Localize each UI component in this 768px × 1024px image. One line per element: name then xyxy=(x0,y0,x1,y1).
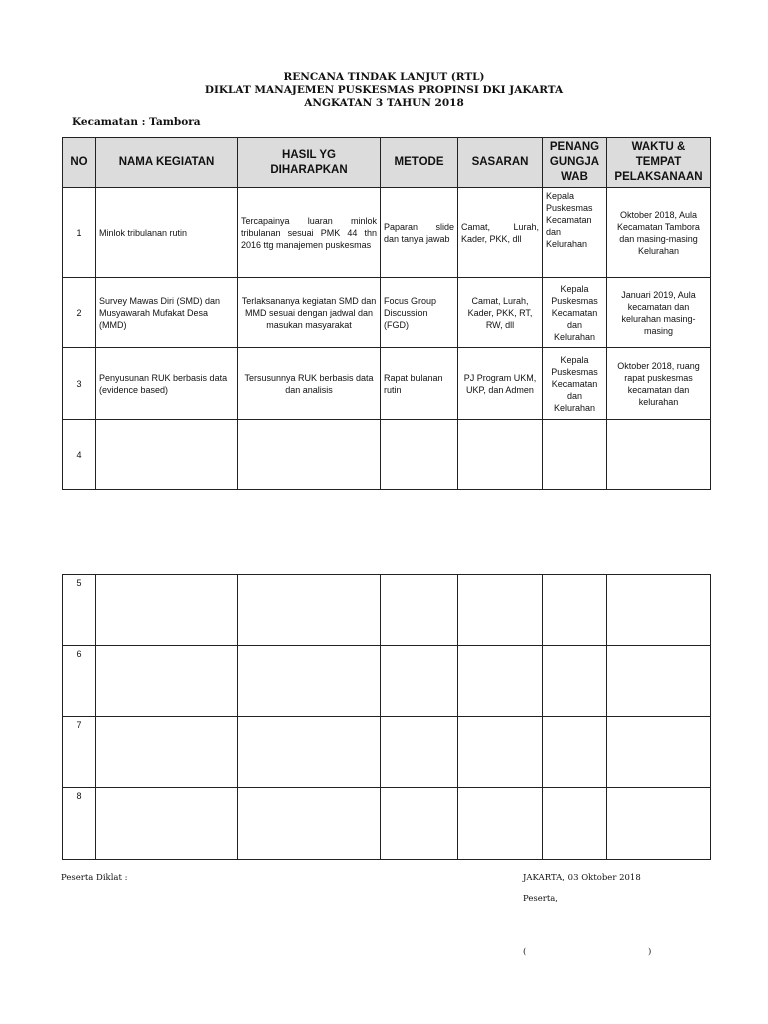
row-cell xyxy=(238,788,381,860)
row-pj: Kepala Puskesmas Kecamatan dan Kelurahan xyxy=(543,348,607,420)
row-cell xyxy=(381,788,458,860)
col-pj: PENANG GUNGJA WAB xyxy=(543,138,607,188)
doc-title: RENCANA TINDAK LANJUT (RTL) xyxy=(283,71,485,83)
kecamatan-label: Kecamatan : Tambora xyxy=(72,116,201,128)
row-kegiatan: Survey Mawas Diri (SMD) dan Musyawarah Mufakat Desa (MMD) xyxy=(96,278,238,348)
table-row xyxy=(63,420,711,490)
peserta-diklat-label: Peserta Diklat : xyxy=(61,873,128,883)
row-waktu: Oktober 2018, ruang rapat puskesmas kecamatan dan kelurahan xyxy=(607,348,711,420)
rtl-table xyxy=(62,137,711,490)
table-row xyxy=(63,278,711,348)
table-row xyxy=(63,188,711,278)
table-row xyxy=(63,575,711,646)
row-no: 7 xyxy=(63,717,96,788)
row-kegiatan: Minlok tribulanan rutin xyxy=(96,188,238,278)
row-no: 6 xyxy=(63,646,96,717)
row-pj: Kepala Puskesmas Kecamatan dan Kelurahan xyxy=(543,278,607,348)
row-hasil: Tercapainya luaran minlok tribulanan sesuai PMK 44 thn 2016 ttg manajemen puskesmas xyxy=(238,188,381,278)
row-no: 2 xyxy=(63,278,96,348)
row-cell xyxy=(543,788,607,860)
row-no: 8 xyxy=(63,788,96,860)
row-cell xyxy=(381,646,458,717)
row-cell xyxy=(96,717,238,788)
row-cell xyxy=(96,575,238,646)
row-hasil xyxy=(238,420,381,490)
row-cell xyxy=(607,717,711,788)
place-date: JAKARTA, 03 Oktober 2018 xyxy=(523,873,641,883)
col-metode: METODE xyxy=(381,138,458,188)
row-cell xyxy=(607,575,711,646)
col-no: NO xyxy=(63,138,96,188)
row-kegiatan: Penyusunan RUK berbasis data (evidence based) xyxy=(96,348,238,420)
row-sasaran: Camat, Lurah, Kader, PKK, RT, RW, dll xyxy=(458,278,543,348)
rtl-table-continued xyxy=(62,574,711,860)
row-cell xyxy=(458,575,543,646)
row-cell xyxy=(238,717,381,788)
table-row xyxy=(63,348,711,420)
row-sasaran: PJ Program UKM, UKP, dan Admen xyxy=(458,348,543,420)
col-kegiatan: NAMA KEGIATAN xyxy=(96,138,238,188)
header-row xyxy=(63,138,711,188)
row-cell xyxy=(543,575,607,646)
row-waktu: Oktober 2018, Aula Kecamatan Tambora dan masing-masing Kelurahan xyxy=(607,188,711,278)
row-pj: Kepala Puskesmas Kecamatan dan Kelurahan xyxy=(543,188,607,278)
row-metode xyxy=(381,420,458,490)
signature-close: ) xyxy=(648,947,652,957)
row-cell xyxy=(458,788,543,860)
row-sasaran xyxy=(458,420,543,490)
row-pj xyxy=(543,420,607,490)
row-cell xyxy=(381,575,458,646)
signature-open: ( xyxy=(523,947,527,957)
row-sasaran: Camat, Lurah, Kader, PKK, dll xyxy=(458,188,543,278)
col-hasil: HASIL YG DIHARAPKAN xyxy=(238,138,381,188)
row-cell xyxy=(238,646,381,717)
row-cell xyxy=(381,717,458,788)
row-hasil: Tersusunnya RUK berbasis data dan analisis xyxy=(238,348,381,420)
row-cell xyxy=(543,717,607,788)
row-cell xyxy=(458,646,543,717)
row-cell xyxy=(96,788,238,860)
peserta-label: Peserta, xyxy=(523,894,559,904)
doc-subtitle: DIKLAT MANAJEMEN PUSKESMAS PROPINSI DKI JAKARTA xyxy=(204,84,564,96)
col-waktu: WAKTU & TEMPAT PELAKSANAAN xyxy=(607,138,711,188)
row-cell xyxy=(238,575,381,646)
row-waktu xyxy=(607,420,711,490)
row-waktu: Januari 2019, Aula kecamatan dan kelurahan masing-masing xyxy=(607,278,711,348)
doc-angkatan: ANGKATAN 3 TAHUN 2018 xyxy=(304,97,464,109)
row-no: 3 xyxy=(63,348,96,420)
table-row xyxy=(63,646,711,717)
row-cell xyxy=(543,646,607,717)
row-metode: Paparan slide dan tanya jawab xyxy=(381,188,458,278)
table-row xyxy=(63,717,711,788)
row-hasil: Terlaksananya kegiatan SMD dan MMD sesuai dengan jadwal dan masukan masyarakat xyxy=(238,278,381,348)
row-no: 1 xyxy=(63,188,96,278)
row-no: 5 xyxy=(63,575,96,646)
row-cell xyxy=(96,646,238,717)
row-cell xyxy=(607,788,711,860)
row-kegiatan xyxy=(96,420,238,490)
row-no: 4 xyxy=(63,420,96,490)
row-metode: Focus Group Discussion (FGD) xyxy=(381,278,458,348)
row-metode: Rapat bulanan rutin xyxy=(381,348,458,420)
row-cell xyxy=(607,646,711,717)
row-cell xyxy=(458,717,543,788)
table-row xyxy=(63,788,711,860)
col-sasaran: SASARAN xyxy=(458,138,543,188)
